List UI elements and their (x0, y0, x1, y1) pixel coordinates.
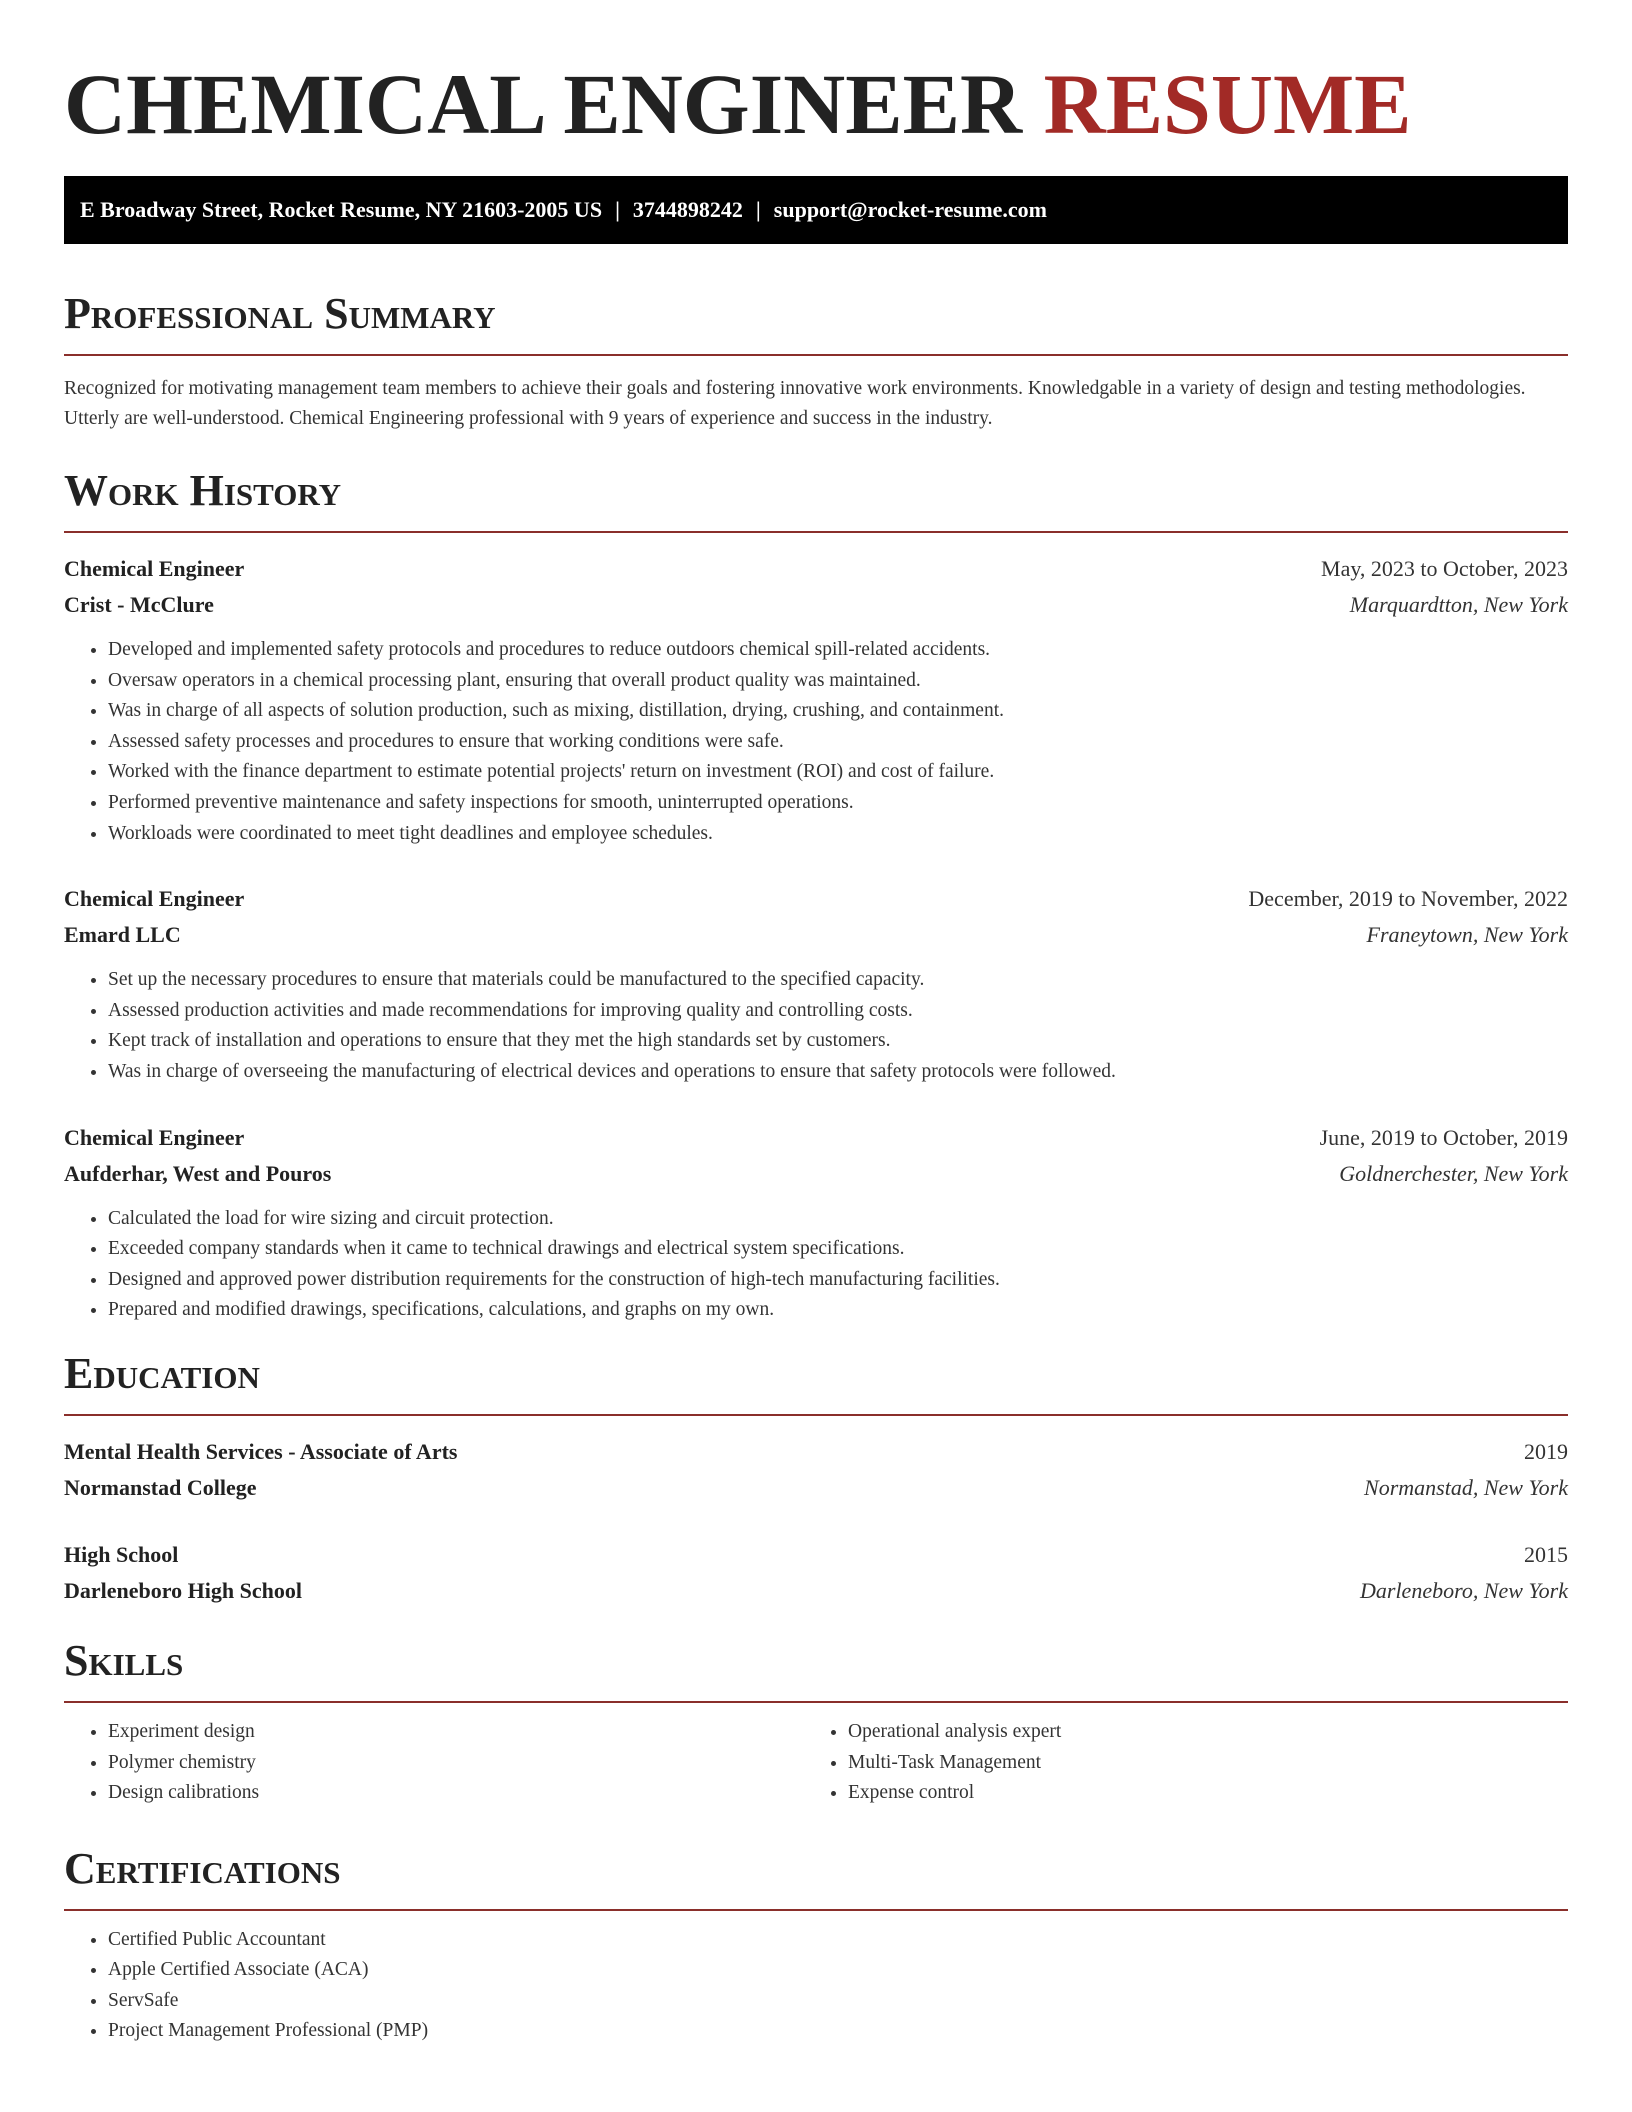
list-item: • Set up the necessary procedures to ensure that materials could be manufactured to the specified capacity. (108, 965, 1568, 996)
job-location: Goldnerchester, New York (1339, 1160, 1568, 1186)
contact-phone: 3744898242 (632, 197, 743, 222)
education-school: Darleneboro High School (64, 1577, 302, 1603)
skill-item: • Expense control (848, 1778, 1544, 1809)
education-section (64, 1346, 1568, 1609)
list-item: • Kept track of installation and operations to ensure that they met the high standards set by customers. (108, 1026, 1568, 1057)
job-company-row (64, 917, 1568, 953)
section-divider (64, 1414, 1568, 1416)
section-heading-certifications: Certifications (64, 1843, 341, 1893)
section-heading-summary: Professional Summary (64, 289, 496, 338)
summary-section (64, 286, 1568, 434)
job-entry (64, 1120, 1568, 1326)
contact-bar (64, 176, 1568, 244)
certification-item: • Apple Certified Associate (ACA) (108, 1955, 1568, 1986)
job-dates: June, 2019 to October, 2019 (1319, 1124, 1568, 1150)
job-title: Chemical Engineer (64, 886, 245, 912)
list-item: • Prepared and modified drawings, specifications, calculations, and graphs on my own. (108, 1295, 1568, 1326)
education-year: 2015 (1524, 1541, 1568, 1567)
skill-item: • Design calibrations (108, 1778, 804, 1809)
education-school: Normanstad College (64, 1474, 257, 1500)
work-history-section (64, 463, 1568, 1326)
section-divider (64, 1909, 1568, 1911)
certification-item: • Certified Public Accountant (108, 1925, 1568, 1956)
job-company-row (64, 587, 1568, 623)
skills-list-left (64, 1717, 804, 1809)
education-degree: High School (64, 1541, 179, 1567)
list-item: • Was in charge of all aspects of solution production, such as mixing, distillation, drying, crushing, and containment. (108, 696, 1568, 727)
list-item: • Developed and implemented safety protocols and procedures to reduce outdoors chemical spill-related accidents. (108, 635, 1568, 666)
job-bullet-list (64, 635, 1568, 849)
job-header-row (64, 551, 1568, 587)
list-item: • Assessed safety processes and procedures to ensure that working conditions were safe. (108, 727, 1568, 758)
section-heading-skills: Skills (64, 1635, 184, 1685)
skills-grid (64, 1717, 1568, 1809)
education-degree: Mental Health Services - Associate of Arts (64, 1438, 458, 1464)
list-item: • Calculated the load for wire sizing and circuit protection. (108, 1204, 1568, 1235)
job-company: Crist - McClure (64, 592, 214, 617)
education-school-row (64, 1470, 1568, 1506)
title-main: CHEMICAL ENGINEER (64, 56, 1023, 152)
education-location: Normanstad, New York (1364, 1474, 1568, 1500)
section-divider (64, 1701, 1568, 1703)
job-bullet-list (64, 1204, 1568, 1326)
education-entry (64, 1537, 1568, 1609)
list-item: • Performed preventive maintenance and safety inspections for smooth, uninterrupted operations. (108, 788, 1568, 819)
section-heading-education: Education (64, 1348, 260, 1398)
education-entry (64, 1434, 1568, 1506)
job-title: Chemical Engineer (64, 556, 245, 581)
summary-text: Recognized for motivating management team members to achieve their goals and fostering innovative work environments. Knowledgable in a variety of design and testing methodologies. Utterly are well-understood. Chemical Engineering professional with 9 years of experience and success in the industry. (64, 378, 1526, 429)
skill-item: • Multi-Task Management (848, 1748, 1544, 1779)
resume-title (64, 0, 1568, 150)
job-company: Emard LLC (64, 922, 181, 948)
list-item: • Worked with the finance department to estimate potential projects' return on investment (ROI) and cost of failure. (108, 757, 1568, 788)
job-header-row (64, 1120, 1568, 1156)
job-location: Franeytown, New York (1366, 922, 1568, 948)
list-item: • Assessed production activities and made recommendations for improving quality and controlling costs. (108, 996, 1568, 1027)
job-entry (64, 551, 1568, 849)
certifications-list (64, 1925, 1568, 2047)
job-entry (64, 881, 1568, 1087)
job-company: Aufderhar, West and Pouros (64, 1160, 332, 1186)
education-school-row (64, 1573, 1568, 1609)
job-dates: May, 2023 to October, 2023 (1321, 556, 1568, 581)
education-year: 2019 (1524, 1438, 1568, 1464)
education-header-row (64, 1434, 1568, 1470)
education-header-row (64, 1537, 1568, 1573)
job-location: Marquardtton, New York (1349, 592, 1568, 617)
certifications-section (64, 1841, 1568, 2047)
contact-address: E Broadway Street, Rocket Resume, NY 21603-2005 US (80, 197, 603, 222)
job-header-row (64, 881, 1568, 917)
section-divider (64, 531, 1568, 533)
title-accent: RESUME (1043, 56, 1412, 152)
contact-separator: | (615, 197, 620, 222)
section-heading-work-history: Work History (64, 466, 342, 515)
job-dates: December, 2019 to November, 2022 (1248, 886, 1568, 912)
contact-separator: | (755, 197, 761, 222)
skills-section (64, 1633, 1568, 1809)
skills-list-right (804, 1717, 1544, 1809)
certification-item: • Project Management Professional (PMP) (108, 2016, 1568, 2047)
list-item: • Exceeded company standards when it came to technical drawings and electrical system specifications. (108, 1234, 1568, 1265)
list-item: • Designed and approved power distribution requirements for the construction of high-tech manufacturing facilities. (108, 1265, 1568, 1296)
list-item: • Workloads were coordinated to meet tight deadlines and employee schedules. (108, 819, 1568, 850)
job-title: Chemical Engineer (64, 1124, 245, 1150)
section-divider (64, 354, 1568, 356)
contact-email: support@rocket-resume.com (773, 197, 1047, 222)
job-company-row (64, 1156, 1568, 1192)
job-bullet-list (64, 965, 1568, 1087)
education-location: Darleneboro, New York (1360, 1577, 1568, 1603)
skill-item: • Experiment design (108, 1717, 804, 1748)
skill-item: • Operational analysis expert (848, 1717, 1544, 1748)
list-item: • Was in charge of overseeing the manufacturing of electrical devices and operations to ensure that safety protocols were followed. (108, 1057, 1568, 1088)
list-item: • Oversaw operators in a chemical processing plant, ensuring that overall product quality was maintained. (108, 666, 1568, 697)
certification-item: • ServSafe (108, 1986, 1568, 2017)
skill-item: • Polymer chemistry (108, 1748, 804, 1779)
resume-page (64, 0, 1568, 2047)
